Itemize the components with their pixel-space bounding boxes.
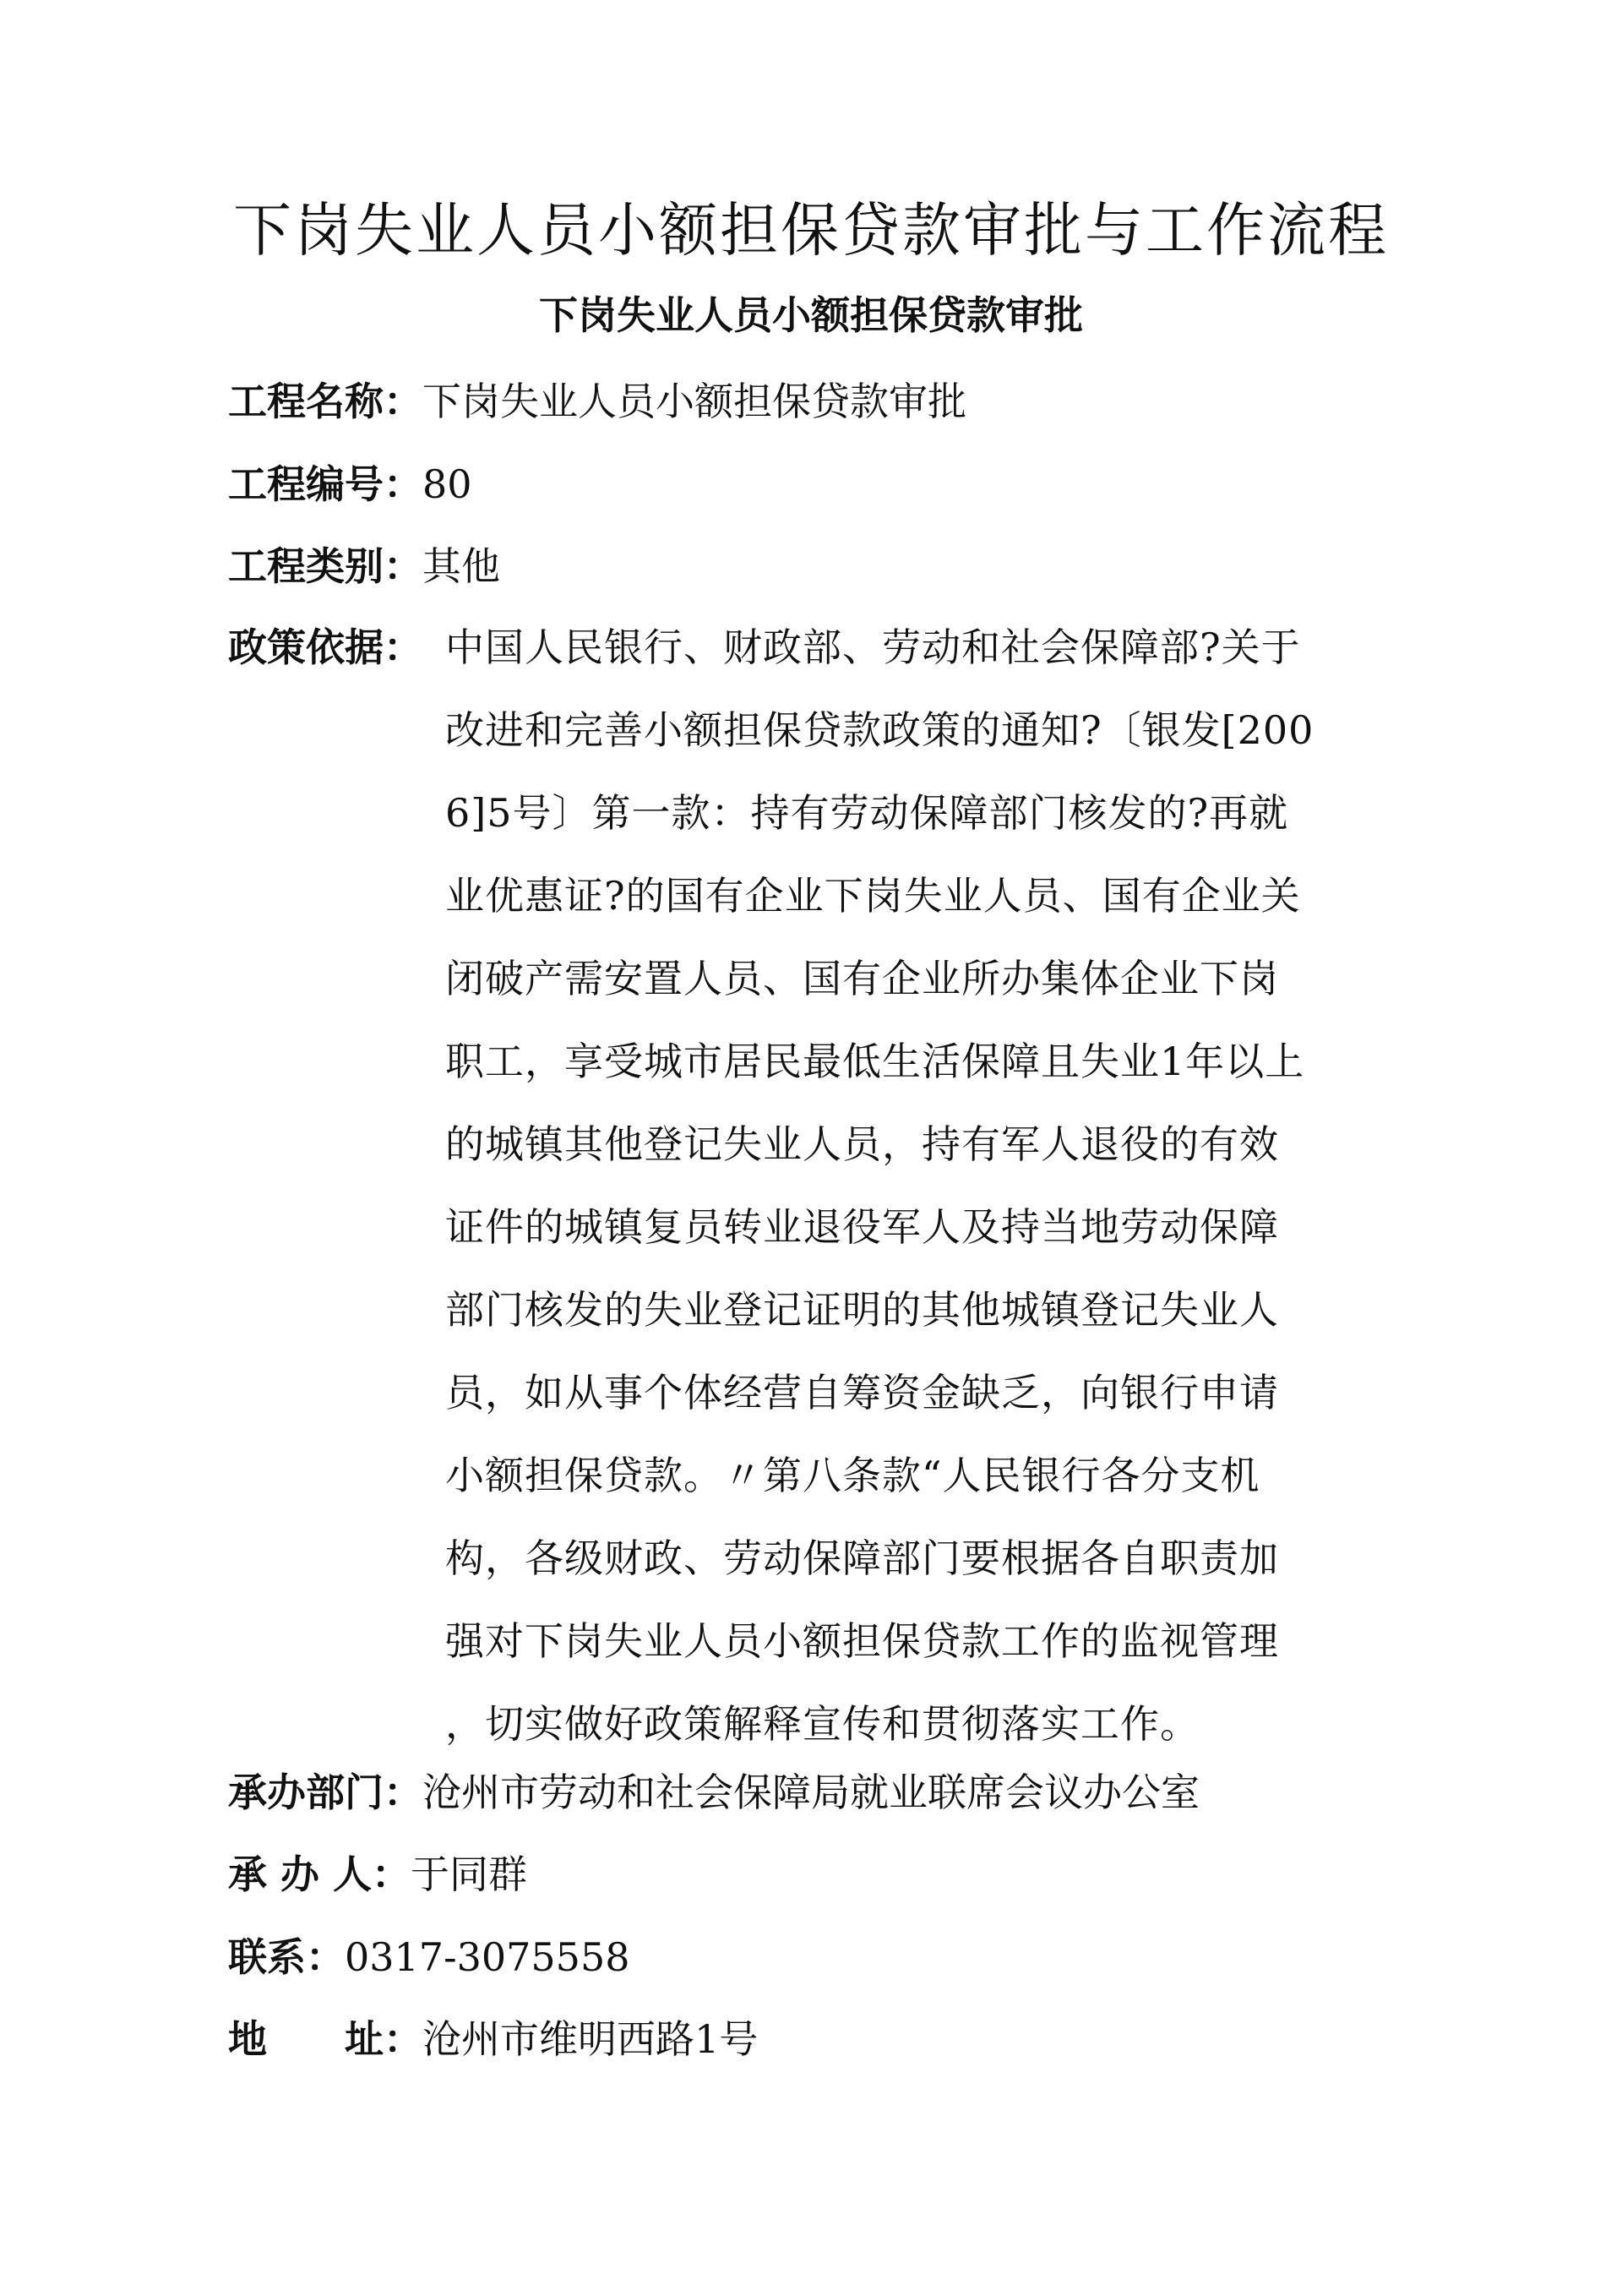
field-value: 沧州市维明西路1号 [422, 2016, 759, 2062]
field-label: 地 址： [228, 2016, 422, 2062]
field-project-category [228, 538, 500, 594]
policy-line: 业优惠证?的国有企业下岗失业人员、国有企业关 [445, 873, 1301, 919]
policy-line: 证件的城镇复员转业退役军人及持当地劳动保障 [445, 1204, 1279, 1250]
policy-line: 构，各级财政、劳动保障部门要根据各自职责加 [445, 1535, 1279, 1581]
field-department [228, 1764, 1200, 1820]
field-value: 80 [422, 461, 472, 507]
field-label: 工程编号： [228, 461, 422, 507]
policy-line: 6]5号〕第一款：持有劳动保障部门核发的?再就 [445, 790, 1289, 836]
field-label: 联系： [228, 1934, 345, 1980]
field-value: 沧州市劳动和社会保障局就业联席会议办公室 [422, 1770, 1200, 1815]
policy-line: 改进和完善小额担保贷款政策的通知?〔银发[200 [445, 707, 1314, 753]
policy-line: 的城镇其他登记失业人员，持有军人退役的有效 [445, 1121, 1279, 1167]
field-address [228, 2011, 758, 2067]
field-label: 工程类别： [228, 543, 422, 589]
policy-line: 职工，享受城市居民最低生活保障且失业1年以上 [445, 1039, 1305, 1084]
field-label: 承办部门： [228, 1770, 422, 1815]
policy-line: 部门核发的失业登记证明的其他城镇登记失业人 [445, 1287, 1279, 1333]
field-value: 于同群 [411, 1852, 528, 1897]
document-title: 下岗失业人员小额担保贷款审批与工作流程 [233, 197, 1389, 265]
policy-line: 强对下岗失业人员小额担保贷款工作的监视管理 [445, 1618, 1279, 1664]
policy-text [445, 619, 1622, 1779]
field-value: 下岗失业人员小额担保贷款审批 [422, 379, 966, 424]
policy-line: ，切实做好政策解释宣传和贯彻落实工作。 [445, 1701, 1200, 1747]
field-label: 承 办 人： [228, 1852, 411, 1897]
field-value: 0317-3075558 [345, 1934, 630, 1980]
policy-line: 中国人民银行、财政部、劳动和社会保障部?关于 [445, 624, 1301, 670]
field-project-name [228, 374, 966, 429]
field-handler [228, 1846, 527, 1902]
field-project-number [228, 456, 472, 512]
policy-line: 闭破产需安置人员、国有企业所办集体企业下岗 [445, 956, 1279, 1001]
field-label: 工程名称： [228, 379, 422, 424]
field-contact [228, 1929, 629, 1985]
document-subtitle: 下岗失业人员小额担保贷款审批 [539, 292, 1083, 338]
field-label: 政策依据： [228, 624, 422, 670]
field-value: 其他 [422, 543, 500, 589]
policy-line: 员，如从事个体经营自筹资金缺乏，向银行申请 [445, 1370, 1279, 1415]
policy-line: 小额担保贷款。〃第八条款“人民银行各分支机 [445, 1453, 1260, 1498]
